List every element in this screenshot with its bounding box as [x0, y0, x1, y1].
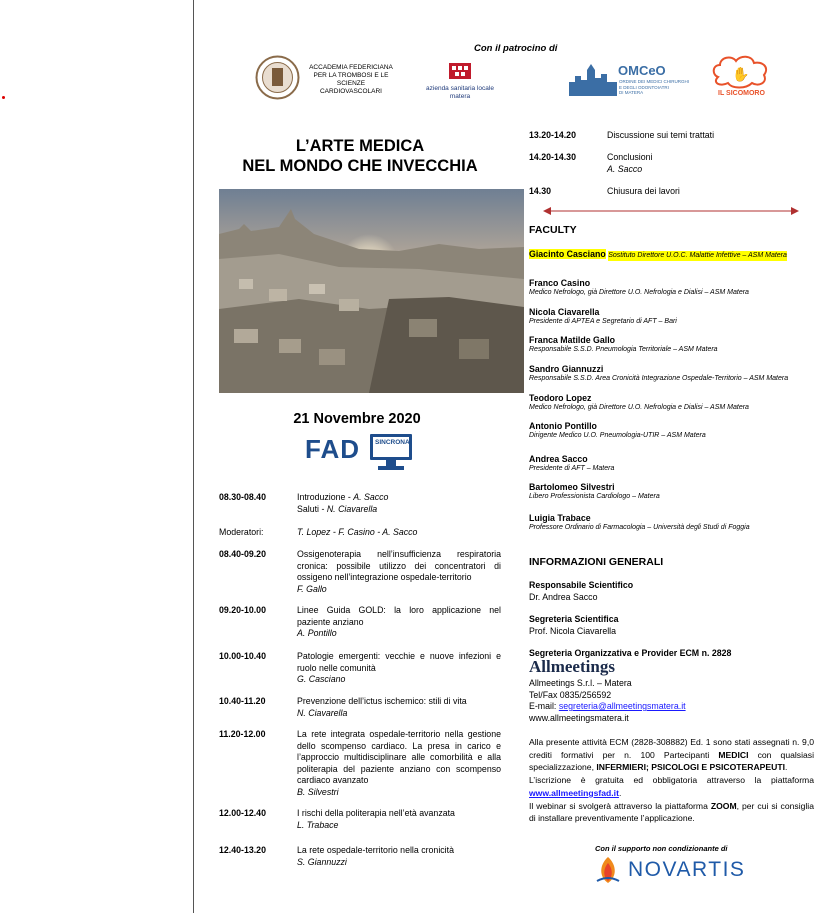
faculty-role: Responsabile S.S.D. Area Cronicità Integrazione Ospedale-Territorio – ASM Matera: [529, 375, 789, 382]
schedule-text: Conclusioni: [607, 152, 653, 162]
faculty-role: Libero Professionista Cardiologo – Matera: [529, 493, 660, 500]
ecm-zoom: ZOOM: [710, 800, 737, 811]
faculty-name: Nicola Ciavarella: [529, 307, 600, 317]
faculty-name: Andrea Sacco: [529, 454, 588, 464]
faculty-member: [529, 307, 677, 327]
schedule-time: 14.20-14.30: [529, 152, 576, 162]
faculty-role: Presidente di APTEA e Segretario di AFT – Bari: [529, 318, 677, 325]
program-body: [297, 845, 501, 868]
fad-logo: FAD: [305, 434, 360, 464]
ecm-text: Il webinar si svolgerà attraverso la piattaforma: [529, 800, 711, 811]
sincrona-label: SINCRONA: [375, 439, 410, 446]
program-body: [297, 729, 501, 798]
program-text: La rete integrata ospedale-territorio nella gestione dello scompenso cardiaco. La presa in carico e l’approccio multidisciplinare alle comorbilità e alla politerapia del paziente anziano con scompenso cardiaco avanzato: [297, 729, 501, 785]
faculty-name: Antonio Pontillo: [529, 421, 597, 431]
program-time: 12.40-13.20: [219, 845, 266, 855]
event-date: 21 Novembre 2020: [293, 411, 421, 427]
sicomoro-name: IL SICOMORO: [718, 90, 765, 97]
info-contacts: [529, 678, 686, 724]
ecm-text: , per cui si consiglia di installare preventivamente l’applicazione.: [529, 800, 814, 824]
program-text: I rischi della politerapia nell’età avanzata: [297, 808, 455, 818]
program-time: 11.20-12.00: [219, 729, 266, 739]
omceo-subtitle: ORDINE DEI MEDICI CHIRURGHI E DEGLI ODONTOIATRI DI MATERA: [619, 79, 690, 95]
program-speaker: L. Trabace: [297, 819, 339, 830]
program-body: [297, 651, 501, 686]
program-text: Introduzione -: [297, 492, 354, 502]
monitor-icon: [368, 432, 414, 472]
asl-logo-icon: [447, 59, 473, 83]
accademia-seal: [255, 55, 300, 100]
ecm-medici: MEDICI: [718, 749, 749, 760]
faculty-name: Bartolomeo Silvestri: [529, 482, 615, 492]
faculty-member: [529, 335, 718, 355]
sicomoro-tree-icon: [710, 53, 772, 91]
program-body: [297, 808, 501, 831]
program-body: [297, 549, 501, 595]
schedule-text: Chiusura dei lavori: [607, 186, 680, 196]
program-text: Linee Guida GOLD: la loro applicazione nel paziente anziano: [297, 605, 501, 627]
faculty-name: Sandro Giannuzzi: [529, 364, 604, 374]
faculty-name: Franco Casino: [529, 278, 591, 288]
tel-fax: Tel/Fax 0835/256592: [529, 689, 612, 700]
faculty-member: [529, 421, 706, 441]
schedule-body: [607, 152, 817, 175]
omceo-title: OMCeO: [618, 63, 666, 78]
email-label: E-mail:: [529, 701, 559, 711]
moderators-names: T. Lopez - F. Casino - A. Sacco: [297, 527, 418, 537]
ecm-text: con qualsiasi specializzazione,: [529, 749, 814, 773]
double-arrow-divider: [543, 204, 799, 216]
accademia-text: ACCADEMIA FEDERICIANA PER LA TROMBOSI E LE SCIENZE CARDIOVASCOLARI: [309, 64, 393, 96]
ecm-professions: INFERMIERI; PSICOLOGI E PSICOTERAPEUTI: [596, 762, 785, 773]
fad-platform-link[interactable]: www.allmeetingsfad.it: [529, 787, 619, 798]
ecm-text: L’iscrizione è gratuita ed obbligatoria attraverso la piattaforma: [529, 775, 814, 786]
faculty-member: [529, 249, 787, 261]
program-text: Patologie emergenti: vecchie e nuove infezioni e ruolo nelle comunità: [297, 651, 501, 673]
faculty-member: [529, 393, 749, 413]
faculty-member: [529, 278, 749, 298]
ecm-info: [529, 736, 814, 825]
program-body: [297, 605, 501, 640]
program-time: 08.40-09.20: [219, 549, 266, 559]
faculty-name: Franca Matilde Gallo: [529, 335, 616, 345]
program-speaker: N. Ciavarella: [297, 707, 348, 718]
faculty-role: Medico Nefrologo, già Direttore U.O. Nefrologia e Dialisi – ASM Matera: [529, 289, 749, 296]
program-time: 12.00-12.40: [219, 808, 266, 818]
asl-city: matera: [449, 93, 471, 100]
sponsor-note: Con il supporto non condizionante di: [595, 844, 728, 853]
title-line-1: L’ARTE MEDICA: [295, 137, 425, 155]
website: www.allmeetingsmatera.it: [529, 712, 629, 723]
title-line-2: NEL MONDO CHE INVECCHIA: [242, 157, 478, 175]
program-speaker: S. Giannuzzi: [297, 856, 347, 867]
faculty-role: Professore Ordinario di Farmacologia – Università degli Studi di Foggia: [529, 524, 750, 531]
ecm-text: .: [784, 762, 788, 773]
faculty-role: Sostituto Direttore U.O.C. Malattie Infettive – ASM Matera: [608, 252, 787, 259]
faculty-name: Giacinto Casciano: [529, 249, 606, 259]
schedule-time: 13.20-14.20: [529, 130, 576, 140]
program-speaker: F. Gallo: [297, 583, 327, 594]
ecm-text: Alla presente attività ECM (2828-308882) Ed. 1 sono stati assegnati n. 9,0 crediti formativi per n. 100 Partecipanti: [529, 737, 814, 760]
moderators-label: Moderatori:: [219, 527, 264, 537]
faculty-role: Dirigente Medico U.O. Pneumologia-UTIR – ASM Matera: [529, 432, 706, 439]
faculty-member: [529, 513, 750, 533]
svg-text:✋: ✋: [732, 67, 750, 83]
main-title: [222, 136, 498, 176]
faculty-role: Responsabile S.S.D. Pneumologia Territoriale – ASM Matera: [529, 346, 718, 353]
info-label: Responsabile Scientifico: [529, 580, 634, 590]
info-value: Prof. Nicola Ciavarella: [529, 625, 617, 636]
program-text: Ossigenoterapia nell’insufficienza respiratoria cronica: possibile utilizzo dei concentratori di ossigeno nell’integrazione ospedale-territorio: [297, 549, 501, 582]
red-dot: [2, 96, 5, 99]
faculty-member: [529, 482, 660, 502]
program-speaker: A. Sacco: [353, 492, 389, 502]
omceo-skyline-icon: [569, 60, 617, 96]
asl-name: azienda sanitaria locale: [426, 85, 494, 92]
program-time: 08.30-08.40: [219, 492, 266, 502]
program-body: [297, 492, 501, 515]
faculty-heading: FACULTY: [529, 224, 577, 236]
allmeetings-logo: Allmeetings: [529, 657, 615, 676]
novartis-flame-icon: [595, 855, 621, 885]
info-responsabile: [529, 580, 633, 603]
schedule-time: 14.30: [529, 186, 552, 196]
info-value: Dr. Andrea Sacco: [529, 591, 598, 602]
info-label: Segreteria Organizzativa e Provider ECM n. 2828: [529, 648, 732, 658]
company-name: Allmeetings S.r.l. – Matera: [529, 678, 632, 688]
program-text: La rete ospedale-territorio nella cronicità: [297, 845, 454, 855]
faculty-member: [529, 364, 788, 384]
program-body: [297, 696, 501, 719]
faculty-member: [529, 454, 614, 474]
program-text: Prevenzione dell’ictus ischemico: stili di vita: [297, 696, 467, 706]
faculty-name: Luigia Trabace: [529, 513, 591, 523]
schedule-text: Discussione sui temi trattati: [607, 130, 715, 140]
program-text: Saluti -: [297, 503, 327, 514]
info-label: Segreteria Scientifica: [529, 614, 619, 624]
page-border: [193, 0, 194, 913]
faculty-role: Presidente di AFT – Matera: [529, 465, 615, 472]
program-speaker: G. Casciano: [297, 674, 346, 684]
patronage-label: Con il patrocino di: [474, 43, 558, 54]
program-time: 10.00-10.40: [219, 651, 266, 661]
novartis-logo: NOVARTIS: [628, 858, 746, 881]
info-heading: INFORMAZIONI GENERALI: [529, 556, 664, 568]
ecm-text: .: [618, 787, 622, 798]
program-speaker: B. Silvestri: [297, 786, 339, 797]
faculty-name: Teodoro Lopez: [529, 393, 592, 403]
email-link[interactable]: segreteria@allmeetingsmatera.it: [558, 701, 686, 711]
program-time: 10.40-11.20: [219, 696, 266, 706]
program-speaker: A. Pontillo: [297, 628, 337, 638]
schedule-speaker: A. Sacco: [607, 163, 643, 174]
info-segreteria: [529, 614, 618, 637]
program-speaker: N. Ciavarella: [326, 503, 378, 514]
matera-photo: [219, 189, 524, 393]
program-time: 09.20-10.00: [219, 605, 266, 615]
faculty-role: Medico Nefrologo, già Direttore U.O. Nefrologia e Dialisi – ASM Matera: [529, 404, 749, 411]
